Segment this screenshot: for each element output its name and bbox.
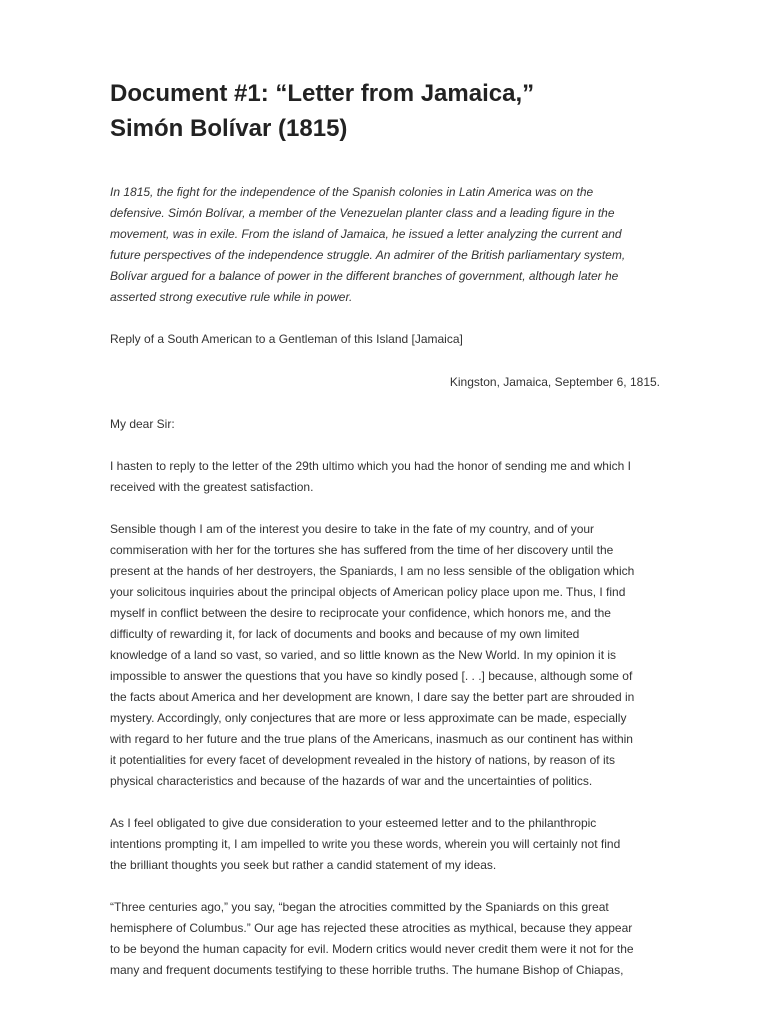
body-line: to be beyond the human capacity for evil. Modern critics would never credit them were it not for the	[110, 942, 634, 956]
body-line: the facts about America and her development are known, I dare say the better part are shrouded in	[110, 690, 635, 704]
body-line: hemisphere of Columbus.” Our age has rejected these atrocities as mythical, because they appear	[110, 921, 633, 935]
body-line: “Three centuries ago,” you say, “began the atrocities committed by the Spaniards on this great	[110, 900, 609, 914]
intro-line: defensive. Simón Bolívar, a member of the Venezuelan planter class and a leading figure in the	[110, 206, 615, 220]
body-paragraph-4	[110, 897, 660, 981]
document-title	[110, 76, 660, 146]
body-line: physical characteristics and because of the hazards of war and the uncertainties of politics.	[110, 774, 593, 788]
salutation: My dear Sir:	[110, 417, 175, 431]
body-line: many and frequent documents testifying to these horrible truths. The humane Bishop of Chiapas,	[110, 963, 624, 977]
body-line: the brilliant thoughts you seek but rather a candid statement of my ideas.	[110, 858, 497, 872]
intro-paragraph	[110, 182, 660, 308]
body-line: I hasten to reply to the letter of the 29th ultimo which you had the honor of sending me and which I	[110, 459, 631, 473]
body-line: As I feel obligated to give due consideration to your esteemed letter and to the philanthropic	[110, 816, 597, 830]
body-paragraph-2	[110, 519, 660, 792]
intro-line: future perspectives of the independence struggle. An admirer of the British parliamentary system,	[110, 248, 626, 262]
body-line: myself in conflict between the desire to reciprocate your confidence, which honors me, and the	[110, 606, 611, 620]
body-line: received with the greatest satisfaction.	[110, 480, 314, 494]
body-paragraph-1	[110, 456, 660, 498]
body-line: it potentialities for every facet of development revealed in the history of nations, by reason of its	[110, 753, 615, 767]
title-line-2: Simón Bolívar (1815)	[110, 115, 348, 142]
dateline: Kingston, Jamaica, September 6, 1815.	[449, 375, 660, 389]
body-line: Sensible though I am of the interest you desire to take in the fate of my country, and of your	[110, 522, 595, 536]
intro-line: Bolívar argued for a balance of power in the different branches of government, although later he	[110, 269, 619, 283]
body-line: knowledge of a land so vast, so varied, and so little known as the New World. In my opinion it is	[110, 648, 617, 662]
intro-line: asserted strong executive rule while in power.	[110, 290, 353, 304]
title-line-1: Document #1: “Letter from Jamaica,”	[110, 80, 535, 107]
body-line: mystery. Accordingly, only conjectures that are more or less approximate can be made, especially	[110, 711, 627, 725]
body-line: impossible to answer the questions that you have so kindly posed [. . .] because, although some of	[110, 669, 633, 683]
body-paragraph-3	[110, 813, 660, 876]
body-line: present at the hands of her destroyers, the Spaniards, I am no less sensible of the obligation which	[110, 564, 635, 578]
intro-line: movement, was in exile. From the island of Jamaica, he issued a letter analyzing the current and	[110, 227, 622, 241]
body-line: your solicitous inquiries about the principal objects of American policy place upon me. Thus, I find	[110, 585, 626, 599]
body-line: intentions prompting it, I am impelled to write you these words, wherein you will certainly not find	[110, 837, 621, 851]
body-line: commiseration with her for the tortures she has suffered from the time of her discovery until the	[110, 543, 614, 557]
body-line: difficulty of rewarding it, for lack of documents and books and because of my own limited	[110, 627, 580, 641]
intro-line: In 1815, the fight for the independence of the Spanish colonies in Latin America was on the	[110, 185, 594, 199]
body-line: with regard to her future and the true plans of the Americans, inasmuch as our continent has within	[110, 732, 633, 746]
reply-heading: Reply of a South American to a Gentleman of this Island [Jamaica]	[110, 332, 463, 346]
